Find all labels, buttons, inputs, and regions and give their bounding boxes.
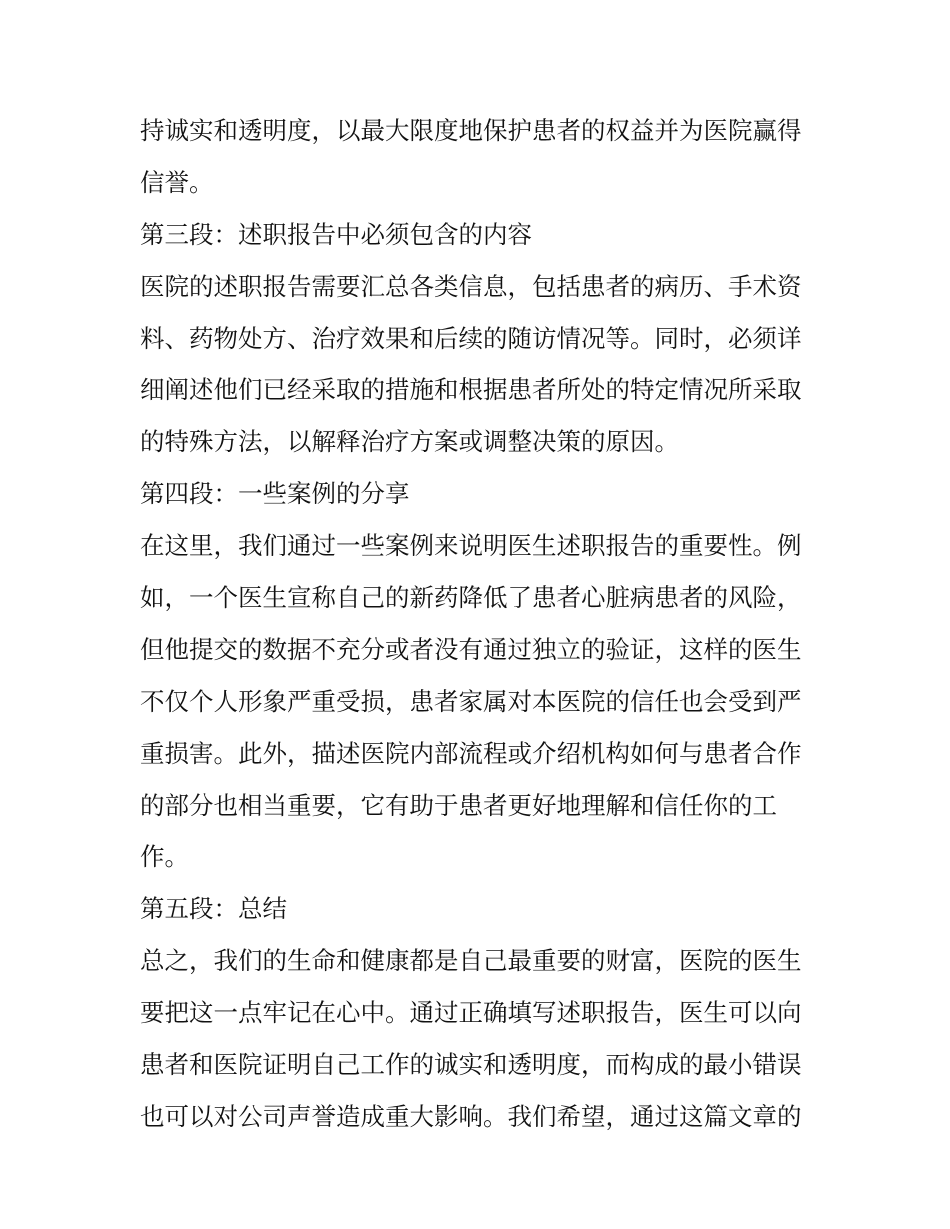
paragraph-line: 在这里，我们通过一些案例来说明医生述职报告的重要性。例 [140, 531, 802, 561]
section-heading: 第三段：述职报告中必须包含的内容 [140, 219, 532, 249]
paragraph-line: 信誉。 [140, 167, 214, 197]
paragraph-line: 患者和医院证明自己工作的诚实和透明度，而构成的最小错误 [140, 1050, 802, 1080]
paragraph-line: 细阐述他们已经采取的措施和根据患者所处的特定情况所采取 [140, 375, 802, 405]
paragraph-line: 总之，我们的生命和健康都是自己最重要的财富，医院的医生 [140, 946, 802, 976]
section-heading: 第五段：总结 [140, 894, 287, 924]
paragraph-line: 料、药物处方、治疗效果和后续的随访情况等。同时，必须详 [140, 323, 802, 353]
paragraph-line: 作。 [140, 842, 189, 872]
paragraph-line: 医院的述职报告需要汇总各类信息，包括患者的病历、手术资 [140, 271, 802, 301]
paragraph-line: 的特殊方法，以解释治疗方案或调整决策的原因。 [140, 427, 679, 457]
paragraph-line: 也可以对公司声誉造成重大影响。我们希望，通过这篇文章的 [140, 1101, 802, 1131]
section-heading: 第四段：一些案例的分享 [140, 479, 410, 509]
document-body [140, 105, 812, 1143]
paragraph-line: 的部分也相当重要，它有助于患者更好地理解和信任你的工 [140, 790, 777, 820]
paragraph-line: 要把这一点牢记在心中。通过正确填写述职报告，医生可以向 [140, 998, 802, 1028]
paragraph-line: 重损害。此外，描述医院内部流程或介绍机构如何与患者合作 [140, 738, 802, 768]
paragraph-line: 不仅个人形象严重受损，患者家属对本医院的信任也会受到严 [140, 686, 802, 716]
paragraph-line: 持诚实和透明度，以最大限度地保护患者的权益并为医院赢得 [140, 116, 802, 145]
paragraph-line: 如，一个医生宣称自己的新药降低了患者心脏病患者的风险， [140, 583, 802, 613]
paragraph-line: 但他提交的数据不充分或者没有通过独立的验证，这样的医生 [140, 634, 802, 664]
